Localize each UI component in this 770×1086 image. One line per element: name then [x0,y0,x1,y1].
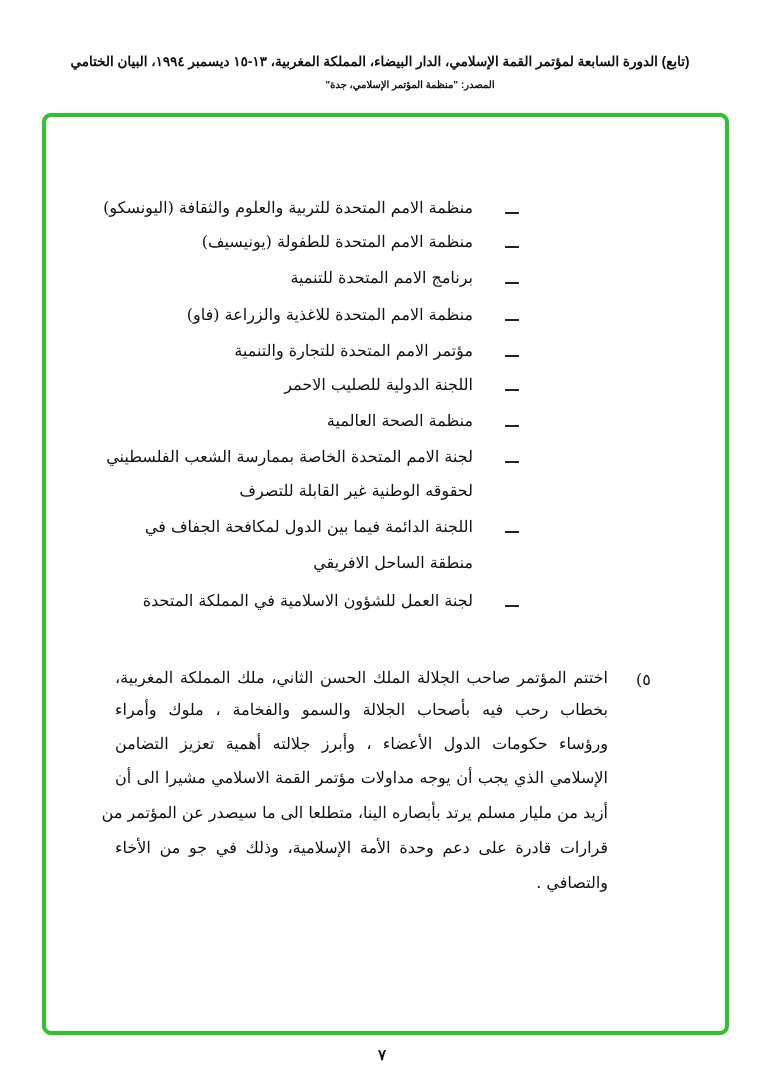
list-item-line: منطقة الساحل الافريقي [313,553,473,572]
list-bullet-dash [505,355,519,357]
paragraph-line: أزيد من مليار مسلم يرتد بأبصاره الينا، متطلعا الى ما سيصدر عن المؤتمر من [101,803,608,822]
list-item-line: لجنة الامم المتحدة الخاصة بممارسة الشعب الفلسطيني [106,447,473,466]
paragraph-number: ٥) [636,670,651,689]
list-bullet-dash [505,212,519,214]
list-item-line: اللجنة الدائمة فيما بين الدول لمكافحة الجفاف في [144,517,473,536]
list-bullet-dash [505,461,519,463]
list-item-line: منظمة الامم المتحدة للتربية والعلوم والثقافة (اليونسكو) [103,198,473,217]
paragraph-line: قرارات قادرة على دعم وحدة الأمة الإسلامية، وذلك في جو من الأخاء [115,838,608,857]
list-item-line: اللجنة الدولية للصليب الاحمر [284,375,473,394]
list-bullet-dash [505,389,519,391]
list-item-line: منظمة الامم المتحدة للاغذية والزراعة (فاو) [186,305,473,324]
page-number: ٧ [378,1046,387,1064]
document-title: (تابع) الدورة السابعة لمؤتمر القمة الإسلامي، الدار البيضاء، المملكة المغربية، ١٣-١٥ ديسمبر ١٩٩٤، البيان الختامي [70,54,690,69]
content-frame [42,113,729,1035]
paragraph-line: ورؤساء حكومات الدول الأعضاء ، وأبرز جلالته أهمية تعزيز التضامن [115,734,608,753]
list-item-line: لحقوقه الوطنية غير القابلة للتصرف [239,481,473,500]
list-item-line: منظمة الامم المتحدة للطفولة (يونيسيف) [201,232,473,251]
paragraph-line: بخطاب رحب فيه بأصحاب الجلالة والسمو والفخامة ، ملوك وأمراء [115,700,608,719]
list-item-line: مؤتمر الامم المتحدة للتجارة والتنمية [234,341,473,360]
paragraph-line: والتصافي . [536,873,608,892]
list-bullet-dash [505,282,519,284]
list-bullet-dash [505,319,519,321]
list-item-line: برنامج الامم المتحدة للتنمية [290,268,473,287]
paragraph-line: اختتم المؤتمر صاحب الجلالة الملك الحسن الثاني، ملك المملكة المغربية، [115,668,608,687]
list-item-line: لجنة العمل للشؤون الاسلامية في المملكة المتحدة [142,591,473,610]
list-item-line: منظمة الصحة العالمية [326,411,473,430]
list-bullet-dash [505,605,519,607]
paragraph-line: الإسلامي الذي يجب أن يوجه مداولات مؤتمر القمة الاسلامي مشيرا الى أن [115,768,609,787]
list-bullet-dash [505,246,519,248]
list-bullet-dash [505,425,519,427]
list-bullet-dash [505,531,519,533]
document-source: المصدر: "منظمة المؤتمر الإسلامي، جدة" [325,80,495,91]
